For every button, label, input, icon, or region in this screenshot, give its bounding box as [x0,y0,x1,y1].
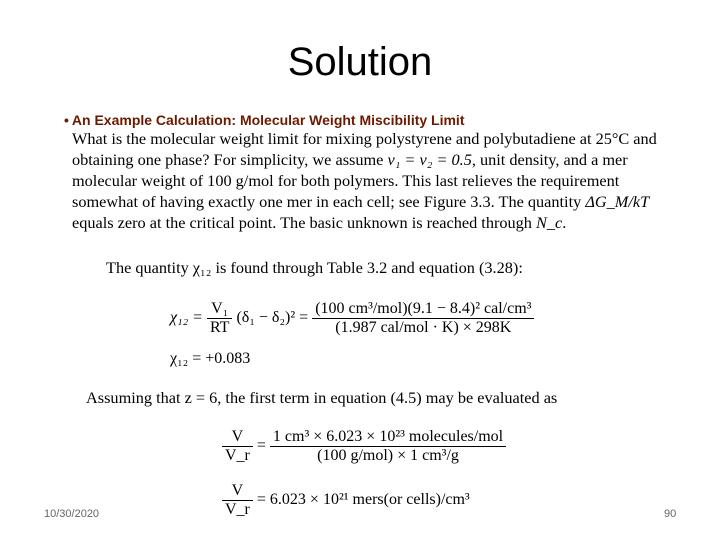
eq3-lhs-num: V [222,428,253,447]
equation-chi [170,300,534,337]
eq1-mid: (δ₁ − δ₂)² = [236,309,309,327]
equation-ratio [222,428,506,465]
problem-nu: ν₁ = ν₂ = 0.5 [387,150,472,169]
eq1-lhs: χ₁₂ = [170,309,203,327]
bullet-heading [64,112,465,128]
eq3-rhs [270,428,506,465]
eq3-rhs-num: 1 cm³ × 6.023 × 10²³ molecules/mol [270,428,506,447]
eq4-lhs [222,482,253,519]
eq4-rhs: = 6.023 × 10²¹ mers(or cells)/cm³ [256,491,470,509]
eq1-rhs [312,300,534,337]
equation-chi-value: χ₁₂ = +0.083 [170,350,251,367]
eq1-frac-num: V₁ [207,300,232,319]
problem-nc: N_c [536,213,563,232]
eq1-frac-den: RT [209,319,230,336]
footer-date: 10/30/2020 [44,508,100,520]
eq4-lhs-den: V_r [225,501,250,518]
problem-text-2: , unit density, and a mer molecular weight of 100 g/mol for both polymers. This last relieves the requirement somewhat of having exactly one mer in each cell; see Figure 3.3. The quantity [72,150,628,211]
intro-line: The quantity χ₁₂ is found through Table 3.2 and equation (3.28): [106,258,523,277]
problem-statement [72,128,662,233]
problem-text-3: equals zero at the critical point. The basic unknown is reached through [72,213,537,232]
equation-ratio-result [222,482,470,519]
eq1-rhs-den: (1.987 cal/mol · K) × 298K [335,319,512,336]
eq3-lhs-den: V_r [225,447,250,464]
problem-dg: ΔG_M/kT [585,192,650,211]
eq1-frac [207,300,232,337]
eq3-rhs-den: (100 g/mol) × 1 cm³/g [317,447,459,464]
slide-title: Solution [287,40,433,84]
page-number: 90 [664,508,677,520]
eq4-lhs-num: V [222,482,253,501]
bullet-icon: • [64,112,69,128]
eq3-equals: = [256,437,266,455]
problem-text-end: . [562,213,567,232]
eq3-lhs [222,428,253,465]
assume-line: Assuming that z = 6, the first term in equation (4.5) may be evaluated as [86,388,558,407]
eq1-rhs-num: (100 cm³/mol)(9.1 − 8.4)² cal/cm³ [312,300,534,319]
problem-text-1: What is the molecular weight limit for mixing polystyrene and polybutadiene at 25°C and obtaining one phase? For simplicity, we assume [72,129,657,169]
bullet-heading-text: An Example Calculation: Molecular Weight Miscibility Limit [71,112,465,128]
